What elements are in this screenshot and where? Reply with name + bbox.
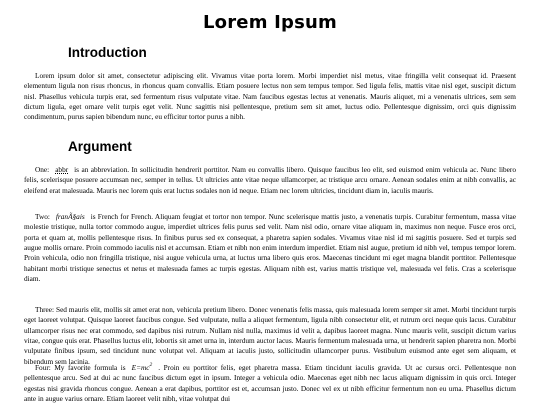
abbreviation-term: abbr — [55, 165, 69, 174]
formula — [132, 363, 153, 372]
paragraph-lead: Two: — [35, 212, 50, 221]
introduction-paragraph: Lorem ipsum dolor sit amet, consectetur adipiscing elit. Vivamus vitae porta lorem. Morbi imperdiet nisl metus, vitae fringilla velit consequat id. Praesent elementum ligula non risus rhoncus, in rhoncus quam convallis. Etiam posuere lectus non sem tempus tempor. Sed ligula felis, mattis vitae nisl eget, suscipit dictum nisl. Phasellus vehicula turpis erat, sed fermentum risus vulputate vitae. Nam faucibus egestas lectus at venenatis. Mauris aliquet, mi a venenatis ultrices, sem sem dictum ligula, eget ornare velit turpis eget velit. Nunc sagittis nisi pellentesque, pretium sem sit amet, luctus odio. Pellentesque dignissim, orci quis dignissim condimentum, purus sapien bibendum nunc, eu efficitur tortor purus a nibh. — [24, 71, 516, 122]
paragraph-text: is an abbreviation. In sollicitudin hendrerit porttitor. Nam eu convallis libero. Quisque faucibus leo elit, sed euismod enim vehicula ac. Nunc libero felis, scelerisque posuere accumsan nec, semper in tellus. Ut ultricies ante vitae neque ullamcorper, ac tristique arcu ornare. Aenean sodales enim at nibh convallis, ac eleifend erat malesuada. Mauris nec lorem quis erat luctus sodales non id neque. Etiam nec lorem ultricies, tincidunt diam in, iaculis mauris. — [24, 165, 516, 195]
paragraph-text: is French for French. Aliquam feugiat et tortor non tempor. Nunc scelerisque mattis justo, a venenatis turpis. Curabitur fermentum, massa vitae molestie tristique, nulla tortor commodo augue, imperdiet ultrices felis purus sed velit. Nam nisl odio, ornare vitae aliquam in, maximus non neque. Fusce eros orci, porta et quam at, mollis pellentesque risus. In finibus purus sed ex consequat, a pharetra sapien sodales. Vivamus vitae nisl id mi sagittis posuere. Sed et turpis sed augue mollis ornare. Proin commodo iaculis nisl et accumsan. Etiam et nibh non enim interdum imperdiet. Etiam nisl augue, pretium id nibh vel, tempus tempor lorem. Proin vehicula, odio non fringilla tristique, nisi augue vehicula urna, at luctus urna libero quis eros. Maecenas tincidunt mi eget magna blandit porttitor. Pellentesque habitant morbi tristique senectus et netus et malesuada fames ac turpis egestas. Aliquam nibh est, varius mattis tristique vel, malesuada vel felis. Cras a scelerisque diam. — [24, 212, 516, 284]
formula-exponent: 2 — [149, 362, 153, 368]
formula-base: E=mc — [131, 363, 150, 372]
introduction-heading: Introduction — [68, 45, 147, 60]
document-title: Lorem Ipsum — [202, 12, 337, 33]
emphasized-term: franÃ§ais — [55, 212, 85, 221]
argument-paragraph-four — [24, 363, 516, 404]
paragraph-text: . Proin eu porttitor felis, eget pharetra massa. Etiam tincidunt iaculis gravida. Ut ac cursus orci. Pellentesque non pellentesque arcu. Sed at dui ac nunc faucibus dictum eget in ipsum. Integer a vehicula odio. Maecenas eget nibh nec lacus aliquam dignissim in quis orci. Integer egestas nisi gravida rhoncus congue. Aenean a erat dapibus, porttitor est et, accumsan justo. Donec vel ex ut nibh efficitur fermentum non eu urna. Phasellus dictum ante in augue varius ornare. Etiam laoreet velit nibh, vitae volutpat dui — [24, 363, 516, 404]
argument-paragraph-two — [24, 212, 516, 284]
paragraph-lead: One: — [35, 165, 50, 174]
argument-paragraph-three: Three: Sed mauris elit, mollis sit amet erat non, vehicula pretium libero. Donec venenatis felis massa, quis malesuada lorem semper sit amet. Morbi tincidunt turpis eget laoreet volutpat. Quisque laoreet faucibus congue. Sed vulputate, nulla a aliquet fermentum, ligula nibh consectetur elit, et rutrum orci neque quis lacus. Curabitur ullamcorper risus nec erat commodo, sed dapibus nisi rutrum. Nullam nisl nulla, maximus id velit a, dapibus laoreet magna. Nunc mauris velit, suscipit dictum varius vitae, congue quis erat. Phasellus luctus elit, lobortis sit amet urna in, interdum auctor lacus. Mauris fermentum malesuada urna, ut hendrerit sapien pharetra non. Morbi vulputate finibus ipsum, sed tincidunt nunc volutpat vel. Aliquam at iaculis justo, sollicitudin ullamcorper purus. Vestibulum euismod ante eget sem aliquam, et bibendum sem lacinia. — [24, 305, 516, 366]
argument-paragraph-one — [24, 165, 516, 196]
argument-heading: Argument — [68, 139, 132, 154]
paragraph-lead: Four: My favorite formula is — [35, 363, 126, 372]
